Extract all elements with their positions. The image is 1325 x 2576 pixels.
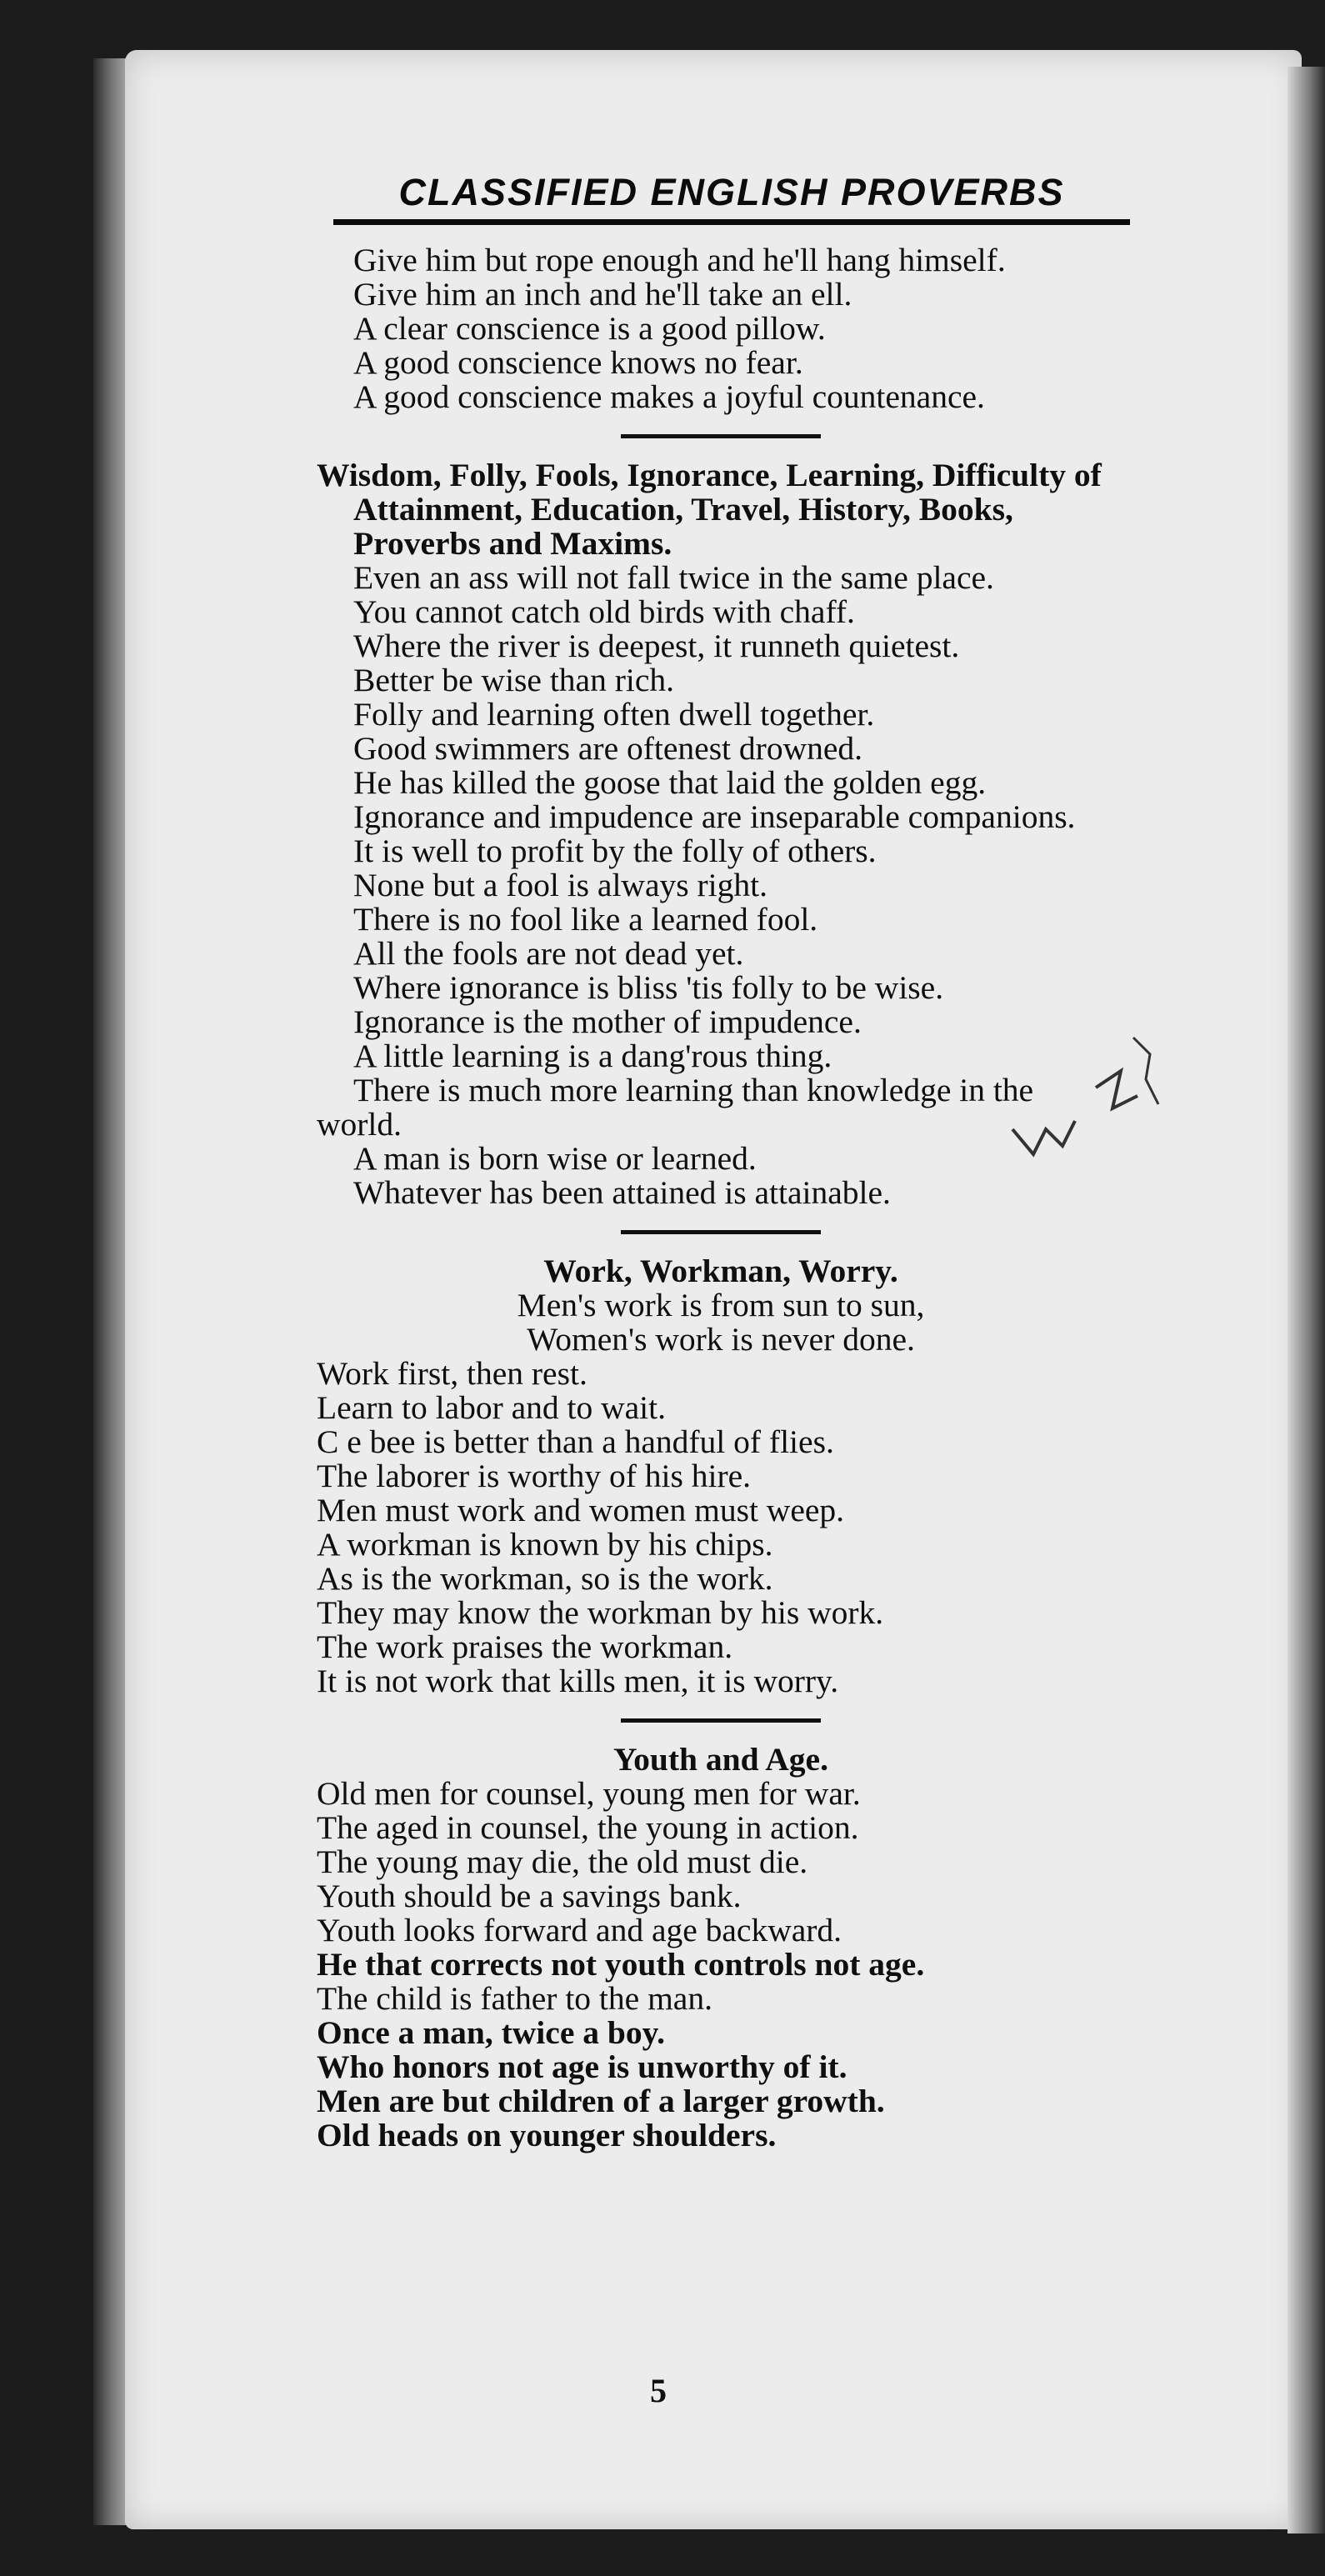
section-divider [621,1718,821,1723]
page-body [317,243,1125,2153]
proverb-line: The work praises the workman. [317,1628,733,1665]
section-heading-wisdom: Wisdom, Folly, Fools, Ignorance, Learning, Difficulty of Attainment, Education, Travel, History, Books, Proverbs and Maxims. [317,457,1102,562]
proverb-line: All the fools are not dead yet. [353,935,744,972]
proverb-line: A workman is known by his chips. [317,1526,773,1563]
section-divider [621,1230,821,1234]
proverb-line: Men are but children of a larger growth. [317,2083,885,2119]
proverb-line: Where ignorance is bliss 'tis folly to be wise. [353,969,944,1006]
proverb-line: There is no fool like a learned fool. [353,901,818,938]
proverb-line: Once a man, twice a boy. [317,2014,666,2051]
section-heading-work: Work, Workman, Worry. [543,1253,898,1289]
proverb-line: A good conscience knows no fear. [353,344,803,381]
proverb-line: Learn to labor and to wait. [317,1389,666,1426]
proverb-line: Ignorance and impudence are inseparable companions. [353,798,1076,835]
proverb-line: Even an ass will not fall twice in the same place. [353,559,994,596]
proverb-line: Give him an inch and he'll take an ell. [353,276,852,313]
proverb-line: The young may die, the old must die. [317,1843,808,1880]
proverb-line: Whatever has been attained is attainable. [353,1174,891,1211]
proverb-line: Good swimmers are oftenest drowned. [353,730,862,767]
proverb-line: Work first, then rest. [317,1355,588,1392]
proverb-line: Youth should be a savings bank. [317,1878,742,1914]
proverb-line: Youth looks forward and age backward. [317,1912,842,1948]
couplet-line: Men's work is from sun to sun, [517,1287,925,1323]
section-heading-youth: Youth and Age. [613,1741,828,1778]
proverb-line: The aged in counsel, the young in action. [317,1809,859,1846]
proverb-line: Give him but rope enough and he'll hang himself. [353,242,1006,278]
proverb-line: C e bee is better than a handful of flies. [317,1423,834,1460]
proverb-line: None but a fool is always right. [353,867,768,903]
proverb-line: Old men for counsel, young men for war. [317,1775,861,1812]
proverb-line: Folly and learning often dwell together. [353,696,875,733]
proverb-line: The laborer is worthy of his hire. [317,1458,752,1494]
proverb-line: Old heads on younger shoulders. [317,2117,777,2153]
running-header: CLASSIFIED ENGLISH PROVERBS [333,171,1130,225]
proverb-line: Who honors not age is unworthy of it. [317,2048,848,2085]
page-right-edge [1288,67,1325,2533]
proverb-line: It is not work that kills men, it is worry. [317,1663,839,1699]
proverb-line: He has killed the goose that laid the golden egg. [353,764,987,801]
pencil-scribble-mark [996,1029,1162,1171]
proverb-line: Ignorance is the mother of impudence. [353,1003,862,1040]
proverb-line: The child is father to the man. [317,1980,712,2017]
proverb-line: As is the workman, so is the work. [317,1560,773,1597]
proverb-line: You cannot catch old birds with chaff. [353,593,855,630]
proverb-line: A man is born wise or learned. [353,1140,757,1177]
proverb-line: They may know the workman by his work. [317,1594,884,1631]
proverb-line: It is well to profit by the folly of others. [353,833,877,869]
section-divider [621,434,821,438]
proverb-line: A little learning is a dang'rous thing. [353,1038,832,1074]
proverb-line: A clear conscience is a good pillow. [353,310,826,347]
page-number: 5 [650,2372,667,2409]
proverb-line: A good conscience makes a joyful countenance. [353,378,985,415]
proverb-line: Where the river is deepest, it runneth quietest. [353,628,960,664]
proverb-line: He that corrects not youth controls not age. [317,1946,925,1983]
couplet-line: Women's work is never done. [527,1321,915,1358]
proverb-line: Better be wise than rich. [353,662,674,698]
proverb-line: There is much more learning than knowledge in the world. [317,1072,1034,1143]
proverb-line: Men must work and women must weep. [317,1492,845,1528]
